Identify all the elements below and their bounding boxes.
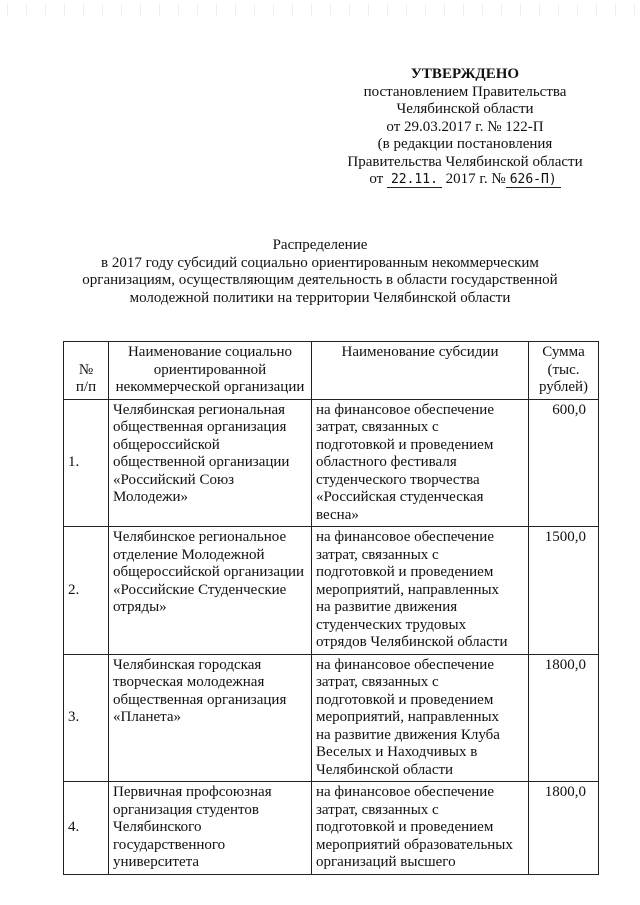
approval-line: Правительства Челябинской области: [347, 153, 583, 170]
header-num: № п/п: [64, 342, 109, 400]
table-row: [64, 782, 599, 875]
row-subsidy: на финансовое обеспечение затрат, связанных с подготовкой и проведением мероприятий, направленных на развитие движения Клуба Веселых и Находчивых в Челябинской области: [312, 654, 529, 782]
row-org: Челябинская городская творческая молодежная общественная организация «Планета»: [109, 654, 312, 782]
table-header-row: [64, 342, 599, 400]
row-org: Челябинская региональная общественная организация общероссийской общественной организации «Российский Союз Молодежи»: [109, 399, 312, 527]
header-org: Наименование социально ориентированной некоммерческой организации: [109, 342, 312, 400]
row-sum: 1500,0: [529, 527, 599, 655]
row-subsidy: на финансовое обеспечение затрат, связанных с подготовкой и проведением мероприятий образовательных организаций высшего: [312, 782, 529, 875]
scan-noise-strip: [0, 4, 640, 16]
table-row: [64, 654, 599, 782]
row-subsidy: на финансовое обеспечение затрат, связанных с подготовкой и проведением мероприятий, направленных на развитие движения студенческих трудовых отрядов Челябинской области: [312, 527, 529, 655]
row-org: Первичная профсоюзная организация студентов Челябинского государственного университета: [109, 782, 312, 875]
approval-prefix: от: [369, 171, 384, 187]
approval-heading: УТВЕРЖДЕНО: [410, 66, 520, 82]
row-sum: 1800,0: [529, 782, 599, 875]
row-num: 4.: [64, 782, 109, 875]
row-num: 3.: [64, 654, 109, 782]
approval-line: от 29.03.2017 г. № 122-П: [386, 118, 544, 135]
row-subsidy: на финансовое обеспечение затрат, связанных с подготовкой и проведением областного фестиваля студенческого творчества «Российская студенческая весна»: [312, 399, 529, 527]
approval-last-line: [330, 171, 600, 189]
approval-line: (в редакции постановления: [377, 136, 553, 152]
row-num: 1.: [64, 399, 109, 527]
approval-line: Челябинской области: [396, 101, 534, 117]
row-sum: 600,0: [529, 399, 599, 527]
approval-year: 2017 г. №: [445, 171, 506, 187]
row-org: Челябинское региональное отделение Молодежной общероссийской организации «Российские Студенческие отряды»: [109, 527, 312, 655]
row-sum: 1800,0: [529, 654, 599, 782]
approval-block: [330, 66, 600, 189]
document-title: [60, 237, 580, 307]
title-line: в 2017 году субсидий социально ориентированным некоммерческим: [101, 254, 539, 271]
row-num: 2.: [64, 527, 109, 655]
table-row: [64, 527, 599, 655]
header-sum: Сумма (тыс. рублей): [529, 342, 599, 400]
approval-date-field: 22.11.: [387, 172, 442, 188]
subsidy-table: [63, 341, 599, 875]
approval-number-field: 626-П): [506, 172, 561, 188]
title-line: Распределение: [272, 237, 368, 253]
approval-line: постановлением Правительства: [363, 83, 567, 100]
table-row: [64, 399, 599, 527]
title-line: молодежной политики на территории Челябинской области: [129, 289, 511, 306]
header-subsidy: Наименование субсидии: [312, 342, 529, 400]
title-line: организациям, осуществляющим деятельность в области государственной: [82, 272, 558, 288]
